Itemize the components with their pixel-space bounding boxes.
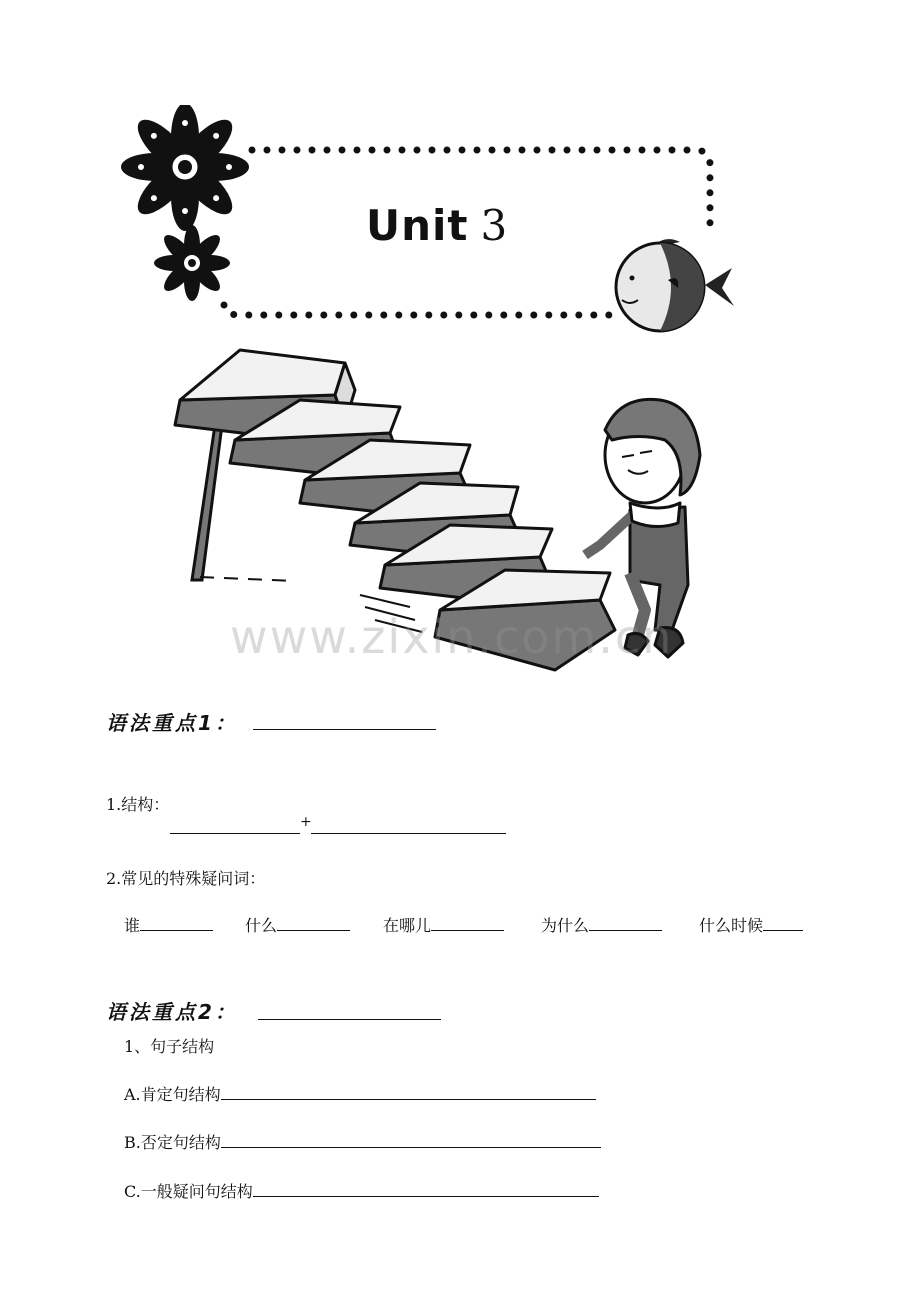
question-word-who (124, 913, 213, 936)
item-label: A.肯定句结构 (124, 1085, 221, 1104)
answer-blank (763, 929, 803, 931)
answer-blank (253, 1195, 599, 1197)
answer-blank (140, 929, 213, 931)
question-structure (124, 1179, 599, 1202)
question-word-where (383, 913, 504, 936)
unit-number: 3 (480, 201, 509, 250)
question-word-when (699, 913, 803, 936)
unit-banner (120, 105, 740, 345)
sentence-structure-subheading: 1、句子结构 (124, 1037, 215, 1056)
structure-blank-left (170, 833, 300, 834)
word-label: 什么 (245, 916, 278, 935)
heading-text: 语法重点2： (106, 1000, 238, 1024)
fish-icon (610, 230, 740, 340)
books-stairs-illustration (160, 345, 705, 675)
watermark: www.zixin.com.cn (230, 610, 674, 664)
plus-sign: + (300, 814, 312, 830)
question-word-why (541, 913, 662, 936)
word-label: 为什么 (541, 916, 590, 935)
heading-2-blank (258, 1019, 441, 1020)
heading-text: 语法重点1： (106, 711, 238, 735)
structure-blank-right (311, 833, 506, 834)
item-label: C.一般疑问句结构 (124, 1182, 253, 1201)
question-words-label: 2.常见的特殊疑问词： (106, 869, 266, 888)
grammar-point-1-heading (106, 707, 238, 736)
answer-blank (277, 929, 350, 931)
answer-blank (589, 929, 662, 931)
affirmative-structure (124, 1082, 596, 1105)
banner-title (366, 201, 508, 250)
answer-blank (431, 929, 504, 931)
grammar-point-2-heading (106, 996, 238, 1025)
heading-1-blank (253, 729, 436, 730)
answer-blank (221, 1146, 601, 1148)
word-label: 什么时候 (699, 916, 764, 935)
flower-small-icon (152, 223, 232, 303)
unit-word: Unit (366, 201, 469, 250)
word-label: 在哪儿 (383, 916, 432, 935)
question-word-what (245, 913, 350, 936)
structure-label: 1.结构： (106, 795, 170, 814)
flower-large-icon (120, 105, 250, 235)
answer-blank (221, 1098, 596, 1100)
word-label: 谁 (124, 916, 141, 935)
negative-structure (124, 1130, 601, 1153)
item-label: B.否定句结构 (124, 1133, 221, 1152)
